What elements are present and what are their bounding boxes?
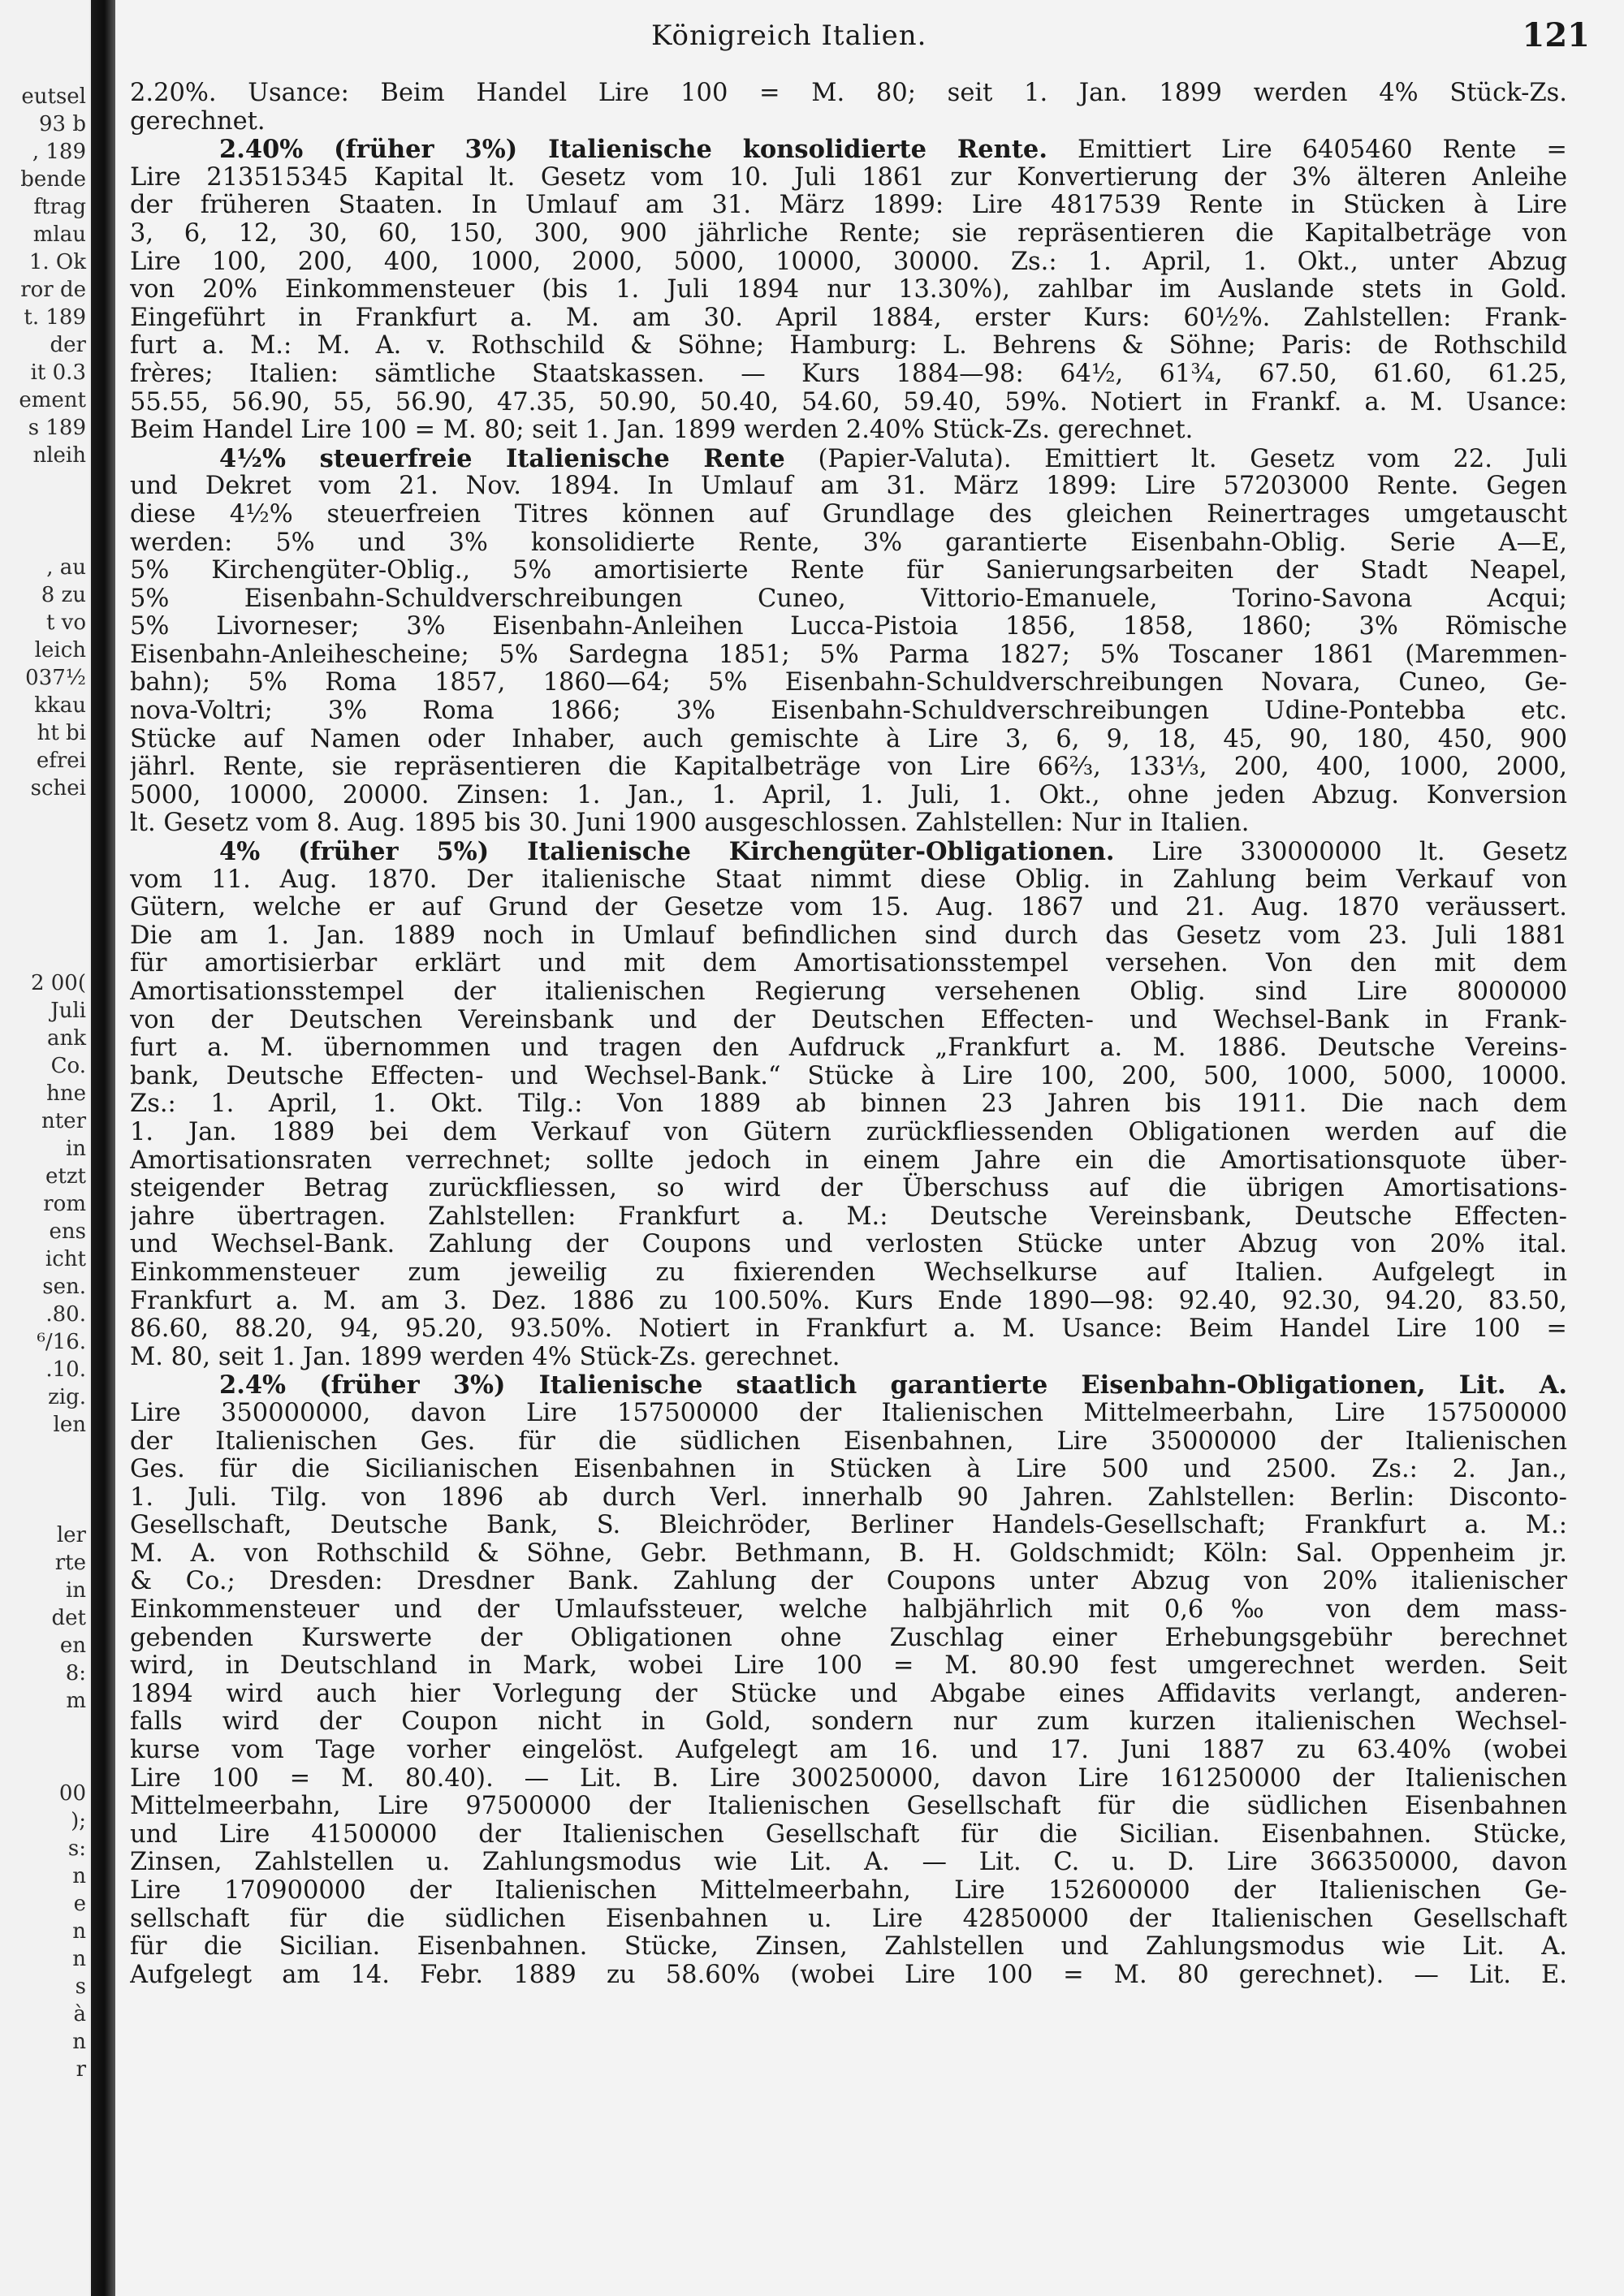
- margin-fragment: Juli: [50, 999, 86, 1023]
- text-line: [130, 585, 1567, 614]
- text-line: [130, 1007, 1567, 1035]
- margin-fragment: t. 189: [24, 305, 86, 330]
- line-text: Zs.: 1. April, 1. Okt. Tilg.: Von 1889 ab binnen 23 Jahren bis 1911. Die nach dem: [130, 1090, 1567, 1119]
- text-line: [130, 360, 1567, 389]
- text-line: [130, 978, 1567, 1007]
- text-line: [130, 1428, 1567, 1457]
- line-text: Frankfurt a. M. am 3. Dez. 1886 zu 100.50%. Kurs Ende 1890—98: 92.40, 92.30, 94.20, 83.50,: [130, 1286, 1567, 1315]
- line-text: Lire 350000000, davon Lire 157500000 der Italienischen Mittelmeerbahn, Lire 157500000: [130, 1398, 1567, 1427]
- text-line: [130, 1652, 1567, 1681]
- text-line: [130, 1090, 1567, 1119]
- line-text: nova-Voltri; 3% Roma 1866; 3% Eisenbahn-Schuldverschreibungen Udine-Pontebba etc.: [130, 697, 1567, 726]
- line-text: gebenden Kurswerte der Obligationen ohne Zuschlag einer Erhebungsgebühr berechnet: [130, 1623, 1567, 1652]
- margin-fragment: ror de: [20, 278, 86, 302]
- margin-fragment: .10.: [45, 1357, 86, 1382]
- margin-fragment: Co.: [50, 1054, 86, 1078]
- line-text: jährl. Rente, sie repräsentieren die Kapitalbeträge von Lire 66⅔, 133⅓, 200, 400, 1000, 2000,: [130, 753, 1567, 782]
- line-text: M. A. von Rothschild & Söhne, Gebr. Bethmann, B. H. Goldschmidt; Köln: Sal. Oppenheim jr.: [130, 1539, 1567, 1568]
- margin-fragment: , au: [46, 555, 86, 580]
- margin-fragment: icht: [45, 1247, 86, 1271]
- line-text: für die Sicilian. Eisenbahnen. Stücke, Zinsen, Zahlstellen und Zahlungsmodus wie Lit. A.: [130, 1932, 1567, 1962]
- line-text: 55.55, 56.90, 55, 56.90, 47.35, 50.90, 50.40, 54.60, 59.40, 59%. Notiert in Frankf. a. M. Usance:: [130, 387, 1567, 416]
- section-heading: 2.4% (früher 3%) Italienische staatlich garantierte Eisenbahn-Obligationen, Lit. A.: [219, 1370, 1567, 1400]
- line-text: furt a. M. übernommen und tragen den Aufdruck „Frankfurt a. M. 1886. Deutsche Vereins-: [130, 1034, 1567, 1063]
- margin-fragment: , 189: [32, 140, 86, 164]
- line-text: Die am 1. Jan. 1889 noch in Umlauf befindlichen sind durch das Gesetz vom 23. Juli 1881: [130, 921, 1567, 950]
- margin-fragment: zig.: [48, 1385, 86, 1409]
- line-text: M. 80, seit 1. Jan. 1899 werden 4% Stück-Zs. gerechnet.: [130, 1342, 840, 1371]
- text-line: [130, 669, 1567, 697]
- margin-fragment: ank: [46, 1026, 86, 1051]
- text-line: [130, 192, 1567, 220]
- margin-fragment: rte: [54, 1551, 86, 1575]
- margin-fragment: n: [72, 2030, 86, 2054]
- text-line: [130, 697, 1567, 726]
- text-line: [130, 1119, 1567, 1147]
- text-line: [130, 136, 1567, 164]
- margin-fragment: en: [59, 1634, 86, 1658]
- text-line: [130, 1344, 1567, 1372]
- text-line: [130, 1596, 1567, 1625]
- margin-fragment: 8:: [65, 1661, 86, 1685]
- line-text: 1894 wird auch hier Vorlegung der Stücke und Abgabe eines Affidavits verlangt, anderen-: [130, 1679, 1567, 1708]
- line-text: 3, 6, 12, 30, 60, 150, 300, 900 jährliche Rente; sie repräsentieren die Kapitalbeträge von: [130, 218, 1567, 248]
- text-line: [130, 80, 1567, 108]
- line-text: bahn); 5% Roma 1857, 1860—64; 5% Eisenbahn-Schuldverschreibungen Novara, Cuneo, Ge-: [130, 668, 1567, 697]
- margin-fragment: m: [66, 1689, 86, 1713]
- text-line: [130, 866, 1567, 895]
- line-text: gerechnet.: [130, 106, 266, 136]
- text-line: [130, 445, 1567, 473]
- line-text: sellschaft für die südlichen Eisenbahnen u. Lire 42850000 der Italienischen Gesellschaft: [130, 1904, 1567, 1933]
- line-text: Amortisationsstempel der italienischen Regierung versehenen Oblig. sind Lire 8000000: [130, 978, 1567, 1006]
- margin-fragment: 8 zu: [41, 583, 86, 607]
- text-line: [130, 1456, 1567, 1484]
- margin-fragment: .80.: [45, 1302, 86, 1327]
- text-line: [130, 1568, 1567, 1596]
- line-text: furt a. M.: M. A. v. Rothschild & Söhne; Hamburg: L. Behrens & Söhne; Paris: de Rothschild: [130, 331, 1567, 360]
- text-line: [130, 1034, 1567, 1063]
- margin-fragment: det: [51, 1606, 86, 1630]
- text-line: [130, 950, 1567, 978]
- running-title: Königreich Italien.: [651, 19, 927, 52]
- text-line: [130, 1231, 1567, 1259]
- margin-fragment: 00: [58, 1781, 86, 1806]
- line-text: Mittelmeerbahn, Lire 97500000 der Italienischen Gesellschaft für die südlichen Eisenbahnen: [130, 1792, 1567, 1821]
- line-text: 5% Livorneser; 3% Eisenbahn-Anleihen Lucca-Pistoia 1856, 1858, 1860; 3% Römische: [130, 612, 1567, 641]
- margin-fragment: s 189: [28, 416, 86, 440]
- line-text: und Lire 41500000 der Italienischen Gesellschaft für die Sicilian. Eisenbahnen. Stücke,: [130, 1819, 1567, 1849]
- line-text: 5000, 10000, 20000. Zinsen: 1. Jan., 1. April, 1. Juli, 1. Okt., ohne jeden Abzug. Konversion: [130, 780, 1567, 809]
- margin-fragment: etzt: [45, 1164, 86, 1189]
- line-text: der Italienischen Ges. für die südlichen Eisenbahnen, Lire 35000000 der Italienischen: [130, 1426, 1567, 1456]
- margin-fragment: e: [73, 1892, 86, 1916]
- margin-fragment: bende: [20, 167, 86, 192]
- line-text: & Co.; Dresden: Dresdner Bank. Zahlung der Coupons unter Abzug von 20% italienischer: [130, 1567, 1567, 1596]
- text-line: [130, 304, 1567, 333]
- margin-fragment: 037½: [25, 666, 86, 690]
- line-text: jahre übertragen. Zahlstellen: Frankfurt a. M.: Deutsche Vereinsbank, Deutsche Effecten-: [130, 1202, 1567, 1231]
- margin-fragment: in: [65, 1137, 86, 1161]
- margin-fragment: sen.: [42, 1275, 86, 1299]
- text-line: [130, 1962, 1567, 1990]
- text-line: [130, 1288, 1567, 1316]
- margin-fragment: efrei: [36, 749, 86, 773]
- margin-fragment: n: [72, 1919, 86, 1944]
- text-line: [130, 332, 1567, 360]
- line-text: Stücke auf Namen oder Inhaber, auch gemischte à Lire 3, 6, 9, 18, 45, 90, 180, 450, 900: [130, 724, 1567, 753]
- margin-fragment: s: [75, 1974, 86, 1999]
- text-line: [130, 1905, 1567, 1934]
- line-text: für amortisierbar erklärt und mit dem Amortisationsstempel versehen. Von den mit dem: [130, 949, 1567, 978]
- line-text: Aufgelegt am 14. Febr. 1889 zu 58.60% (wobei Lire 100 = M. 80 gerechnet). — Lit. E.: [130, 1960, 1567, 1989]
- text-line: [130, 753, 1567, 782]
- text-line: [130, 641, 1567, 670]
- line-text: Ges. für die Sicilianischen Eisenbahnen in Stücken à Lire 500 und 2500. Zs.: 2. Jan.,: [130, 1455, 1567, 1484]
- margin-fragment: ftrag: [33, 195, 86, 219]
- text-line: [130, 1512, 1567, 1540]
- text-line: [130, 782, 1567, 810]
- line-text: lt. Gesetz vom 8. Aug. 1895 bis 30. Juni 1900 ausgeschlossen. Zahlstellen: Nur in Italien.: [130, 809, 1250, 838]
- line-text: Eisenbahn-Anleihescheine; 5% Sardegna 1851; 5% Parma 1827; 5% Toscaner 1861 (Maremmen-: [130, 640, 1567, 669]
- margin-fragment: ⁶/16.: [37, 1330, 86, 1354]
- body-text: [130, 80, 1567, 2272]
- line-text: bank, Deutsche Effecten- und Wechsel-Bank.“ Stücke à Lire 100, 200, 500, 1000, 5000, 10000.: [130, 1061, 1567, 1090]
- line-text: Lire 100, 200, 400, 1000, 2000, 5000, 10000, 30000. Zs.: 1. April, 1. Okt., unter Abzug: [130, 247, 1567, 276]
- line-text: Gesellschaft, Deutsche Bank, S. Bleichröder, Berliner Handels-Gesellschaft; Frankfurt a. M.:: [130, 1511, 1567, 1540]
- line-text: 86.60, 88.20, 94, 95.20, 93.50%. Notiert in Frankfurt a. M. Usance: Beim Handel Lire 100 =: [130, 1314, 1567, 1344]
- line-text: falls wird der Coupon nicht in Gold, sondern nur zum kurzen italienischen Wechsel-: [130, 1707, 1567, 1737]
- margin-fragment: à: [73, 2002, 86, 2026]
- margin-fragment: nleih: [32, 443, 86, 468]
- text-line: [130, 248, 1567, 277]
- margin-fragment: der: [50, 333, 86, 357]
- line-text: Beim Handel Lire 100 = M. 80; seit 1. Jan. 1899 werden 2.40% Stück-Zs. gerechnet.: [130, 416, 1194, 445]
- page-number: 121: [1522, 16, 1590, 54]
- text-line: [130, 501, 1567, 529]
- line-text: und Dekret vom 21. Nov. 1894. In Umlauf am 31. März 1899: Lire 57203000 Rente. Gegen: [130, 472, 1567, 501]
- text-line: [130, 922, 1567, 951]
- margin-fragment: rom: [43, 1192, 86, 1216]
- margin-fragment: n: [72, 1864, 86, 1888]
- margin-fragment: t vo: [45, 611, 86, 635]
- text-line: [130, 1708, 1567, 1737]
- text-line: [130, 894, 1567, 922]
- section-heading: 2.40% (früher 3%) Italienische konsolidierte Rente.: [219, 135, 1047, 165]
- line-text: und Wechsel-Bank. Zahlung der Coupons und verlosten Stücke unter Abzug von 20% ital.: [130, 1230, 1567, 1259]
- text-line: [130, 276, 1567, 304]
- margin-fragment: 2 00(: [30, 971, 86, 995]
- line-text: 1. Jan. 1889 bei dem Verkauf von Gütern zurückfliessenden Obligationen werden auf die: [130, 1117, 1567, 1146]
- text-line: [130, 1203, 1567, 1232]
- line-text: kurse vom Tage vorher eingelöst. Aufgelegt am 16. und 17. Juni 1887 zu 63.40% (wobei: [130, 1736, 1567, 1765]
- margin-fragment: hne: [46, 1081, 86, 1106]
- margin-fragment: eutsel: [21, 84, 86, 109]
- line-text: frères; Italien: sämtliche Staatskassen. — Kurs 1884—98: 64½, 61¾, 67.50, 61.60, 61.25,: [130, 359, 1567, 388]
- text-line: [130, 1933, 1567, 1962]
- line-text: Lire 330000000 lt. Gesetz: [1114, 838, 1567, 867]
- text-line: [130, 1849, 1567, 1877]
- line-text: Emittiert Lire 6405460 Rente =: [1047, 136, 1567, 165]
- text-line: [130, 389, 1567, 417]
- text-line: [130, 416, 1567, 445]
- text-line: [130, 1371, 1567, 1400]
- text-line: [130, 473, 1567, 501]
- text-line: [130, 1821, 1567, 1849]
- line-text: werden: 5% und 3% konsolidierte Rente, 3% garantierte Eisenbahn-Oblig. Serie A—E,: [130, 528, 1567, 557]
- margin-fragment: leich: [34, 638, 86, 662]
- text-line: [130, 613, 1567, 641]
- margin-fragment: 93 b: [39, 112, 86, 136]
- text-line: [130, 164, 1567, 192]
- margin-fragment: it 0.3: [30, 360, 86, 385]
- line-text: Einkommensteuer zum jeweilig zu fixierenden Wechselkurse auf Italien. Aufgelegt in: [130, 1258, 1567, 1287]
- text-line: [130, 108, 1567, 136]
- margin-fragment: n: [72, 1947, 86, 1971]
- line-text: Lire 213515345 Kapital lt. Gesetz vom 10. Juli 1861 zur Konvertierung der 3% älteren Anleihe: [130, 162, 1567, 192]
- line-text: Lire 170900000 der Italienischen Mittelmeerbahn, Lire 152600000 der Italienischen Ge-: [130, 1876, 1567, 1905]
- margin-fragment: );: [71, 1809, 86, 1833]
- text-line: [130, 1259, 1567, 1288]
- margin-fragment: s:: [67, 1836, 86, 1861]
- running-head: [115, 11, 1624, 60]
- margin-fragment: ht bi: [37, 721, 86, 745]
- line-text: Lire 100 = M. 80.40). — Lit. B. Lire 300250000, davon Lire 161250000 der Italienischen: [130, 1763, 1567, 1793]
- line-text: Zinsen, Zahlstellen u. Zahlungsmodus wie Lit. A. — Lit. C. u. D. Lire 366350000, davon: [130, 1848, 1567, 1877]
- margin-fragment: schei: [30, 776, 86, 801]
- line-text: 5% Kirchengüter-Oblig., 5% amortisierte Rente für Sanierungsarbeiten der Stadt Neapel,: [130, 556, 1567, 585]
- text-line: [130, 1540, 1567, 1569]
- line-text: 2.20%. Usance: Beim Handel Lire 100 = M. 80; seit 1. Jan. 1899 werden 4% Stück-Zs.: [130, 80, 1567, 107]
- line-text: wird, in Deutschland in Mark, wobei Lire 100 = M. 80.90 fest umgerechnet werden. Seit: [130, 1651, 1567, 1681]
- line-text: (Papier-Valuta). Emittiert lt. Gesetz vom 22. Juli: [784, 444, 1567, 473]
- margin-fragment: ens: [49, 1219, 86, 1244]
- facing-page-margin: [0, 0, 89, 2296]
- text-line: [130, 1147, 1567, 1176]
- margin-fragment: ler: [56, 1523, 86, 1547]
- text-line: [130, 1175, 1567, 1203]
- margin-fragment: ement: [19, 388, 86, 412]
- text-line: [130, 1681, 1567, 1709]
- page: [115, 0, 1624, 2296]
- text-line: [130, 1765, 1567, 1793]
- margin-fragment: len: [53, 1413, 86, 1437]
- text-line: [130, 1793, 1567, 1821]
- line-text: Amortisationsraten verrechnet; sollte jedoch in einem Jahre ein die Amortisationsquote über-: [130, 1146, 1567, 1175]
- line-text: der früheren Staaten. In Umlauf am 31. März 1899: Lire 4817539 Rente in Stücken à Lire: [130, 191, 1567, 220]
- margin-fragment: in: [65, 1578, 86, 1603]
- text-line: [130, 1877, 1567, 1905]
- section-heading: 4% (früher 5%) Italienische Kirchengüter-Obligationen.: [219, 837, 1115, 867]
- text-line: [130, 726, 1567, 754]
- line-text: von der Deutschen Vereinsbank und der Deutschen Effecten- und Wechsel-Bank in Frank-: [130, 1005, 1567, 1034]
- line-text: Einkommensteuer und der Umlaufssteuer, welche halbjährlich mit 0,6‰ von dem mass-: [130, 1595, 1567, 1625]
- margin-fragment: r: [76, 2057, 86, 2082]
- line-text: vom 11. Aug. 1870. Der italienische Staat nimmt diese Oblig. in Zahlung beim Verkauf von: [130, 865, 1567, 894]
- margin-fragment: kkau: [34, 693, 86, 718]
- section-heading: 4½% steuerfreie Italienische Rente: [219, 443, 785, 473]
- line-text: diese 4½% steuerfreien Titres können auf Grundlage des gleichen Reinertrages umgetauscht: [130, 499, 1567, 529]
- line-text: von 20% Einkommensteuer (bis 1. Juli 1894 nur 13.30%), zahlbar im Auslande stets in Gold.: [130, 275, 1567, 304]
- line-text: 1. Juli. Tilg. von 1896 ab durch Verl. innerhalb 90 Jahren. Zahlstellen: Berlin: Disconto-: [130, 1482, 1567, 1512]
- margin-fragment: nter: [41, 1109, 86, 1133]
- line-text: 5% Eisenbahn-Schuldverschreibungen Cuneo, Vittorio-Emanuele, Torino-Savona Acqui;: [130, 584, 1567, 613]
- text-line: [130, 529, 1567, 558]
- text-line: [130, 1063, 1567, 1091]
- book-spine: [91, 0, 115, 2296]
- text-line: [130, 557, 1567, 585]
- text-line: [130, 1315, 1567, 1344]
- margin-fragment: 1. Ok: [28, 250, 86, 274]
- line-text: Gütern, welche er auf Grund der Gesetze vom 15. Aug. 1867 und 21. Aug. 1870 veräussert.: [130, 893, 1567, 922]
- line-text: steigender Betrag zurückfliessen, so wird der Überschuss auf die übrigen Amortisations-: [130, 1174, 1567, 1203]
- line-text: Eingeführt in Frankfurt a. M. am 30. April 1884, erster Kurs: 60½%. Zahlstellen: Frank-: [130, 303, 1567, 332]
- text-line: [130, 838, 1567, 866]
- text-line: [130, 809, 1567, 838]
- text-line: [130, 220, 1567, 248]
- text-line: [130, 1400, 1567, 1428]
- margin-fragment: mlau: [32, 222, 86, 247]
- text-line: [130, 1737, 1567, 1765]
- text-line: [130, 1625, 1567, 1653]
- text-line: [130, 1484, 1567, 1513]
